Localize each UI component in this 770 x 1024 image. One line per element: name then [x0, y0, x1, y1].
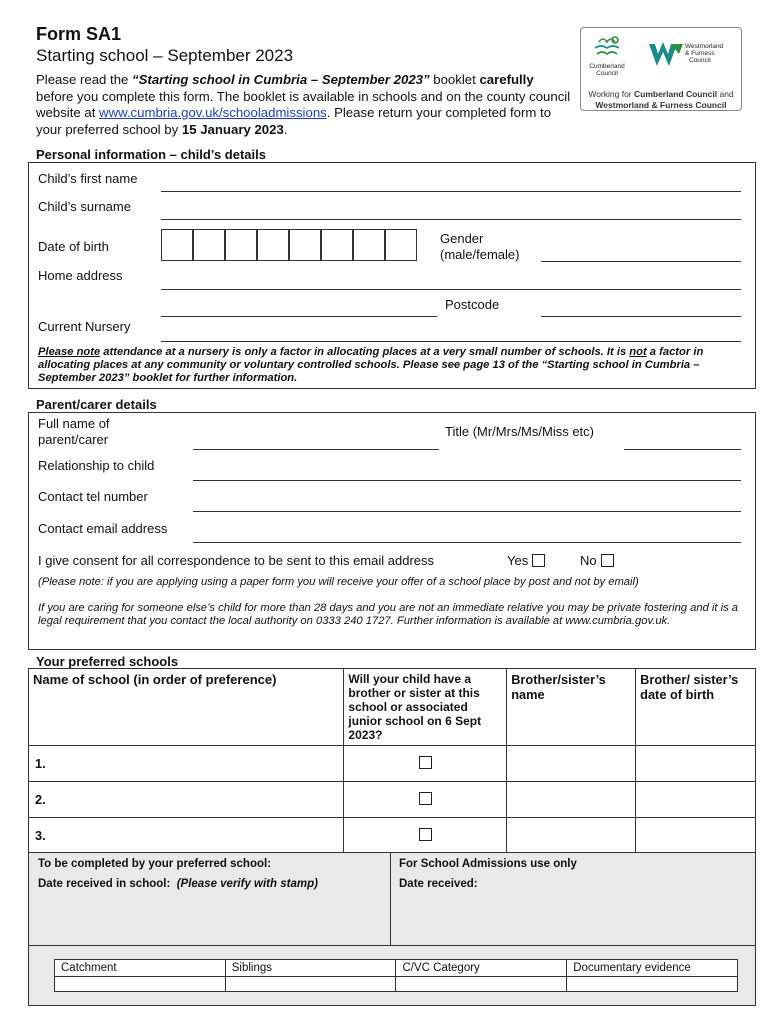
title-field[interactable]	[624, 449, 741, 450]
nursery-note	[38, 346, 746, 386]
cvc-category-field[interactable]	[396, 977, 567, 992]
relationship-label: Relationship to child	[38, 458, 155, 473]
school-admissions-link[interactable]: www.cumbria.gov.uk/schooladmissions	[99, 105, 327, 120]
intro-text: Please read the	[36, 72, 133, 87]
consent-no-checkbox[interactable]	[601, 554, 614, 567]
documentary-evidence-label: Documentary evidence	[567, 960, 738, 977]
siblings-field[interactable]	[225, 977, 396, 992]
note-text: attendance at a nursery is only a factor in allocating places at a very small number of schools. It is	[100, 346, 630, 358]
child-section-heading: Personal information – child’s details	[36, 147, 266, 162]
dob-label: Date of birth	[38, 239, 109, 254]
dob-field[interactable]	[161, 229, 419, 261]
note-emphasis: Please note	[38, 346, 101, 358]
nursery-field[interactable]	[161, 341, 741, 342]
gender-label: Gender	[440, 231, 484, 246]
cumberland-name-2: Council	[596, 70, 618, 77]
consent-yes	[507, 553, 545, 568]
intro-paragraph	[36, 72, 571, 138]
school-2-sibling-checkbox[interactable]	[419, 792, 432, 805]
no-label: No	[580, 553, 597, 568]
consent-yes-checkbox[interactable]	[532, 554, 545, 567]
intro-text: booklet	[429, 72, 480, 87]
school-1-sibling-cell	[344, 746, 507, 782]
col-sibling-question: Will your child have a brother or sister at this school or associated junior school on 6 Sept 2023?	[344, 669, 507, 746]
booklet-title: “Starting school in Cumbria – September 2023”	[132, 72, 430, 87]
office-divider	[390, 853, 391, 945]
school-use-heading: To be completed by your preferred school:	[38, 858, 272, 870]
parent-section-heading: Parent/carer details	[36, 397, 157, 412]
date-received-label: Date received:	[399, 878, 478, 890]
school-2-sibling-name-field[interactable]	[507, 782, 636, 818]
first-name-field[interactable]	[161, 191, 741, 192]
postcode-field[interactable]	[541, 316, 741, 317]
email-field[interactable]	[193, 542, 741, 543]
council-logo-graphic	[581, 28, 741, 84]
cumberland-flower-icon	[595, 37, 619, 54]
parent-details-box	[28, 412, 756, 650]
tel-field[interactable]	[193, 511, 741, 512]
cvc-category-label: C/VC Category	[396, 960, 567, 977]
westmorland-name-3: Council	[689, 57, 711, 64]
school-1-sibling-name-field[interactable]	[507, 746, 636, 782]
fostering-note: If you are caring for someone else’s child for more than 28 days and you are not an immediate relative you may be private fostering and it is a legal requirement that you contact the local authority on 0333 240 1727. Further information is available at www.cumbria.gov.uk.	[38, 602, 739, 628]
logo-caption-text: and	[717, 89, 734, 99]
note-text: a factor in allocating places at any community or voluntary controlled schools. Please see page 13 of the “Starting school in Cumbria – September 2023” booklet for further information.	[38, 346, 704, 385]
school-1-sibling-dob-field[interactable]	[636, 746, 756, 782]
documentary-evidence-field[interactable]	[567, 977, 738, 992]
catchment-field[interactable]	[55, 977, 226, 992]
council-logo	[580, 27, 742, 111]
school-2-sibling-dob-field[interactable]	[636, 782, 756, 818]
schools-section-heading: Your preferred schools	[36, 654, 179, 669]
logo-caption-2: Westmorland & Furness Council	[595, 100, 727, 110]
col-sibling-name: Brother/sister’s name	[507, 669, 636, 746]
gender-field[interactable]	[541, 261, 741, 262]
col-school-name: Name of school (in order of preference)	[29, 669, 344, 746]
postcode-label: Postcode	[445, 297, 500, 312]
office-use-box	[28, 852, 756, 1006]
westmorland-name-2: & Furness	[685, 50, 715, 57]
surname-label: Child’s surname	[38, 199, 131, 214]
school-3-sibling-checkbox[interactable]	[419, 828, 432, 841]
address-line-2[interactable]	[161, 316, 437, 317]
first-name-label: Child’s first name	[38, 171, 138, 186]
logo-caption-1	[581, 89, 741, 100]
intro-text: .	[283, 121, 288, 137]
intro-emphasis: carefully	[479, 72, 534, 87]
form-title: Form SA1	[36, 24, 122, 44]
surname-field[interactable]	[161, 219, 741, 220]
email-label: Contact email address	[38, 521, 168, 536]
siblings-label: Siblings	[225, 960, 396, 977]
school-3-sibling-name-field[interactable]	[507, 818, 636, 854]
intro-text: before you complete this form. The booklet is available in schools and on the county council website at	[36, 88, 571, 120]
office-criteria-header	[55, 960, 738, 977]
note-emphasis: not	[629, 346, 647, 358]
tel-label: Contact tel number	[38, 489, 148, 504]
deadline-date: 15 January 2023	[181, 121, 284, 137]
consent-label: I give consent for all correspondence to be sent to this email address	[38, 553, 434, 568]
school-row-2	[29, 782, 756, 818]
child-details-box	[28, 162, 756, 389]
full-name-label-1: Full name of	[38, 416, 110, 431]
office-divider	[29, 945, 755, 946]
school-2-name-field[interactable]: 2.	[29, 782, 344, 818]
school-row-3	[29, 818, 756, 854]
logo-caption-bold: Cumberland Council	[634, 89, 718, 99]
date-received-school-label	[38, 878, 318, 890]
schools-table	[28, 668, 756, 854]
consent-no	[580, 553, 614, 568]
office-criteria-values	[55, 977, 738, 992]
schools-header-row	[29, 669, 756, 746]
relationship-field[interactable]	[193, 480, 741, 481]
intro-text: . Please return your completed form to your preferred school by	[36, 105, 552, 137]
logo-caption-text: Working for	[588, 89, 634, 99]
school-row-1	[29, 746, 756, 782]
verify-stamp-hint: (Please verify with stamp)	[176, 878, 318, 890]
school-1-sibling-checkbox[interactable]	[419, 756, 432, 769]
gender-hint: (male/female)	[440, 247, 520, 262]
school-3-sibling-cell	[344, 818, 507, 854]
school-3-name-field[interactable]: 3.	[29, 818, 344, 854]
full-name-field[interactable]	[193, 449, 439, 450]
admissions-use-heading: For School Admissions use only	[399, 858, 577, 870]
school-3-sibling-dob-field[interactable]	[636, 818, 756, 854]
office-criteria-table	[54, 959, 738, 992]
cumberland-name-1: Cumberland	[589, 63, 625, 70]
title-label: Title (Mr/Mrs/Ms/Miss etc)	[445, 424, 594, 439]
paper-form-note: (Please note: if you are applying using a paper form you will receive your offer of a school place by post and not by email)	[38, 576, 639, 588]
westmorland-name-1: Westmorland	[685, 43, 724, 50]
westmorland-w-icon	[649, 42, 683, 66]
school-1-name-field[interactable]: 1.	[29, 746, 344, 782]
full-name-label-2: parent/carer	[38, 432, 109, 447]
yes-label: Yes	[507, 553, 529, 568]
school-2-sibling-cell	[344, 782, 507, 818]
col-sibling-dob: Brother/ sister’s date of birth	[636, 669, 756, 746]
address-label: Home address	[38, 268, 123, 283]
form-subtitle: Starting school – September 2023	[36, 46, 294, 65]
address-line-1[interactable]	[161, 289, 741, 290]
catchment-label: Catchment	[55, 960, 226, 977]
date-received-school-text: Date received in school:	[38, 878, 171, 890]
nursery-label: Current Nursery	[38, 319, 131, 334]
